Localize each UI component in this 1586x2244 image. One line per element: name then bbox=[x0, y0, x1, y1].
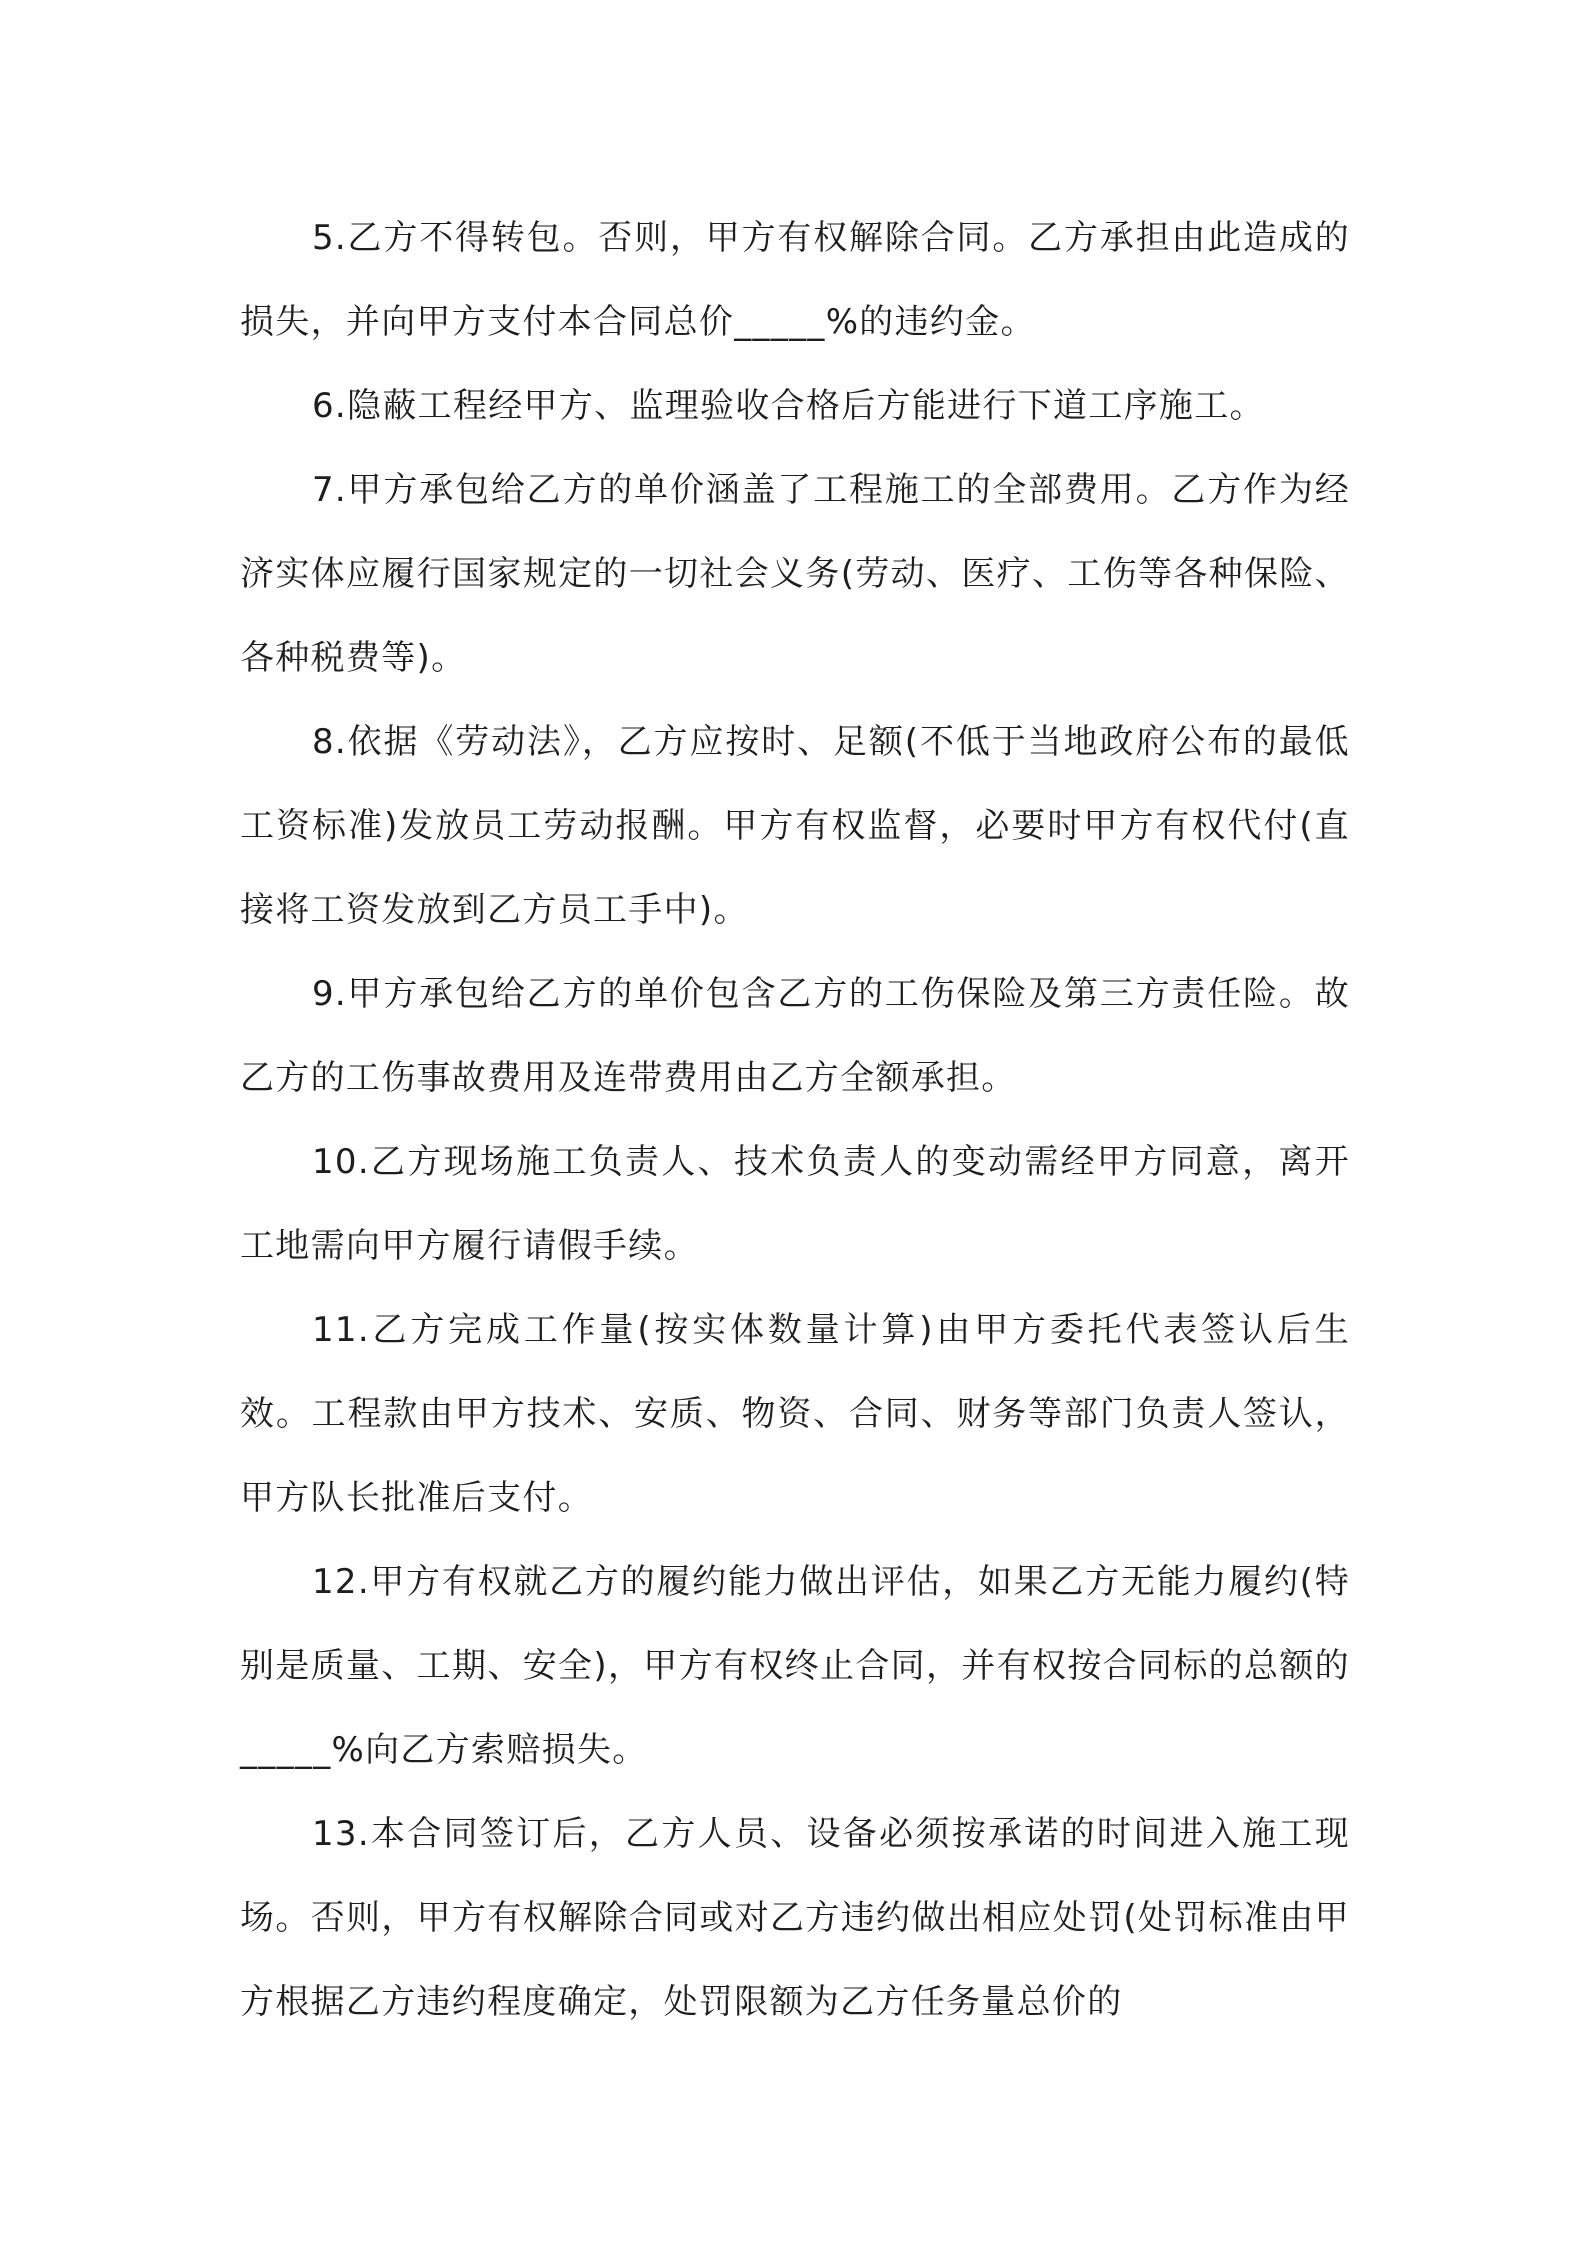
clause-10: 10.乙方现场施工负责人、技术负责人的变动需经甲方同意，离开工地需向甲方履行请假手续。 bbox=[240, 1142, 1350, 1266]
clause-8: 8.依据《劳动法》，乙方应按时、足额(不低于当地政府公布的最低工资标准)发放员工劳动报酬。甲方有权监督，必要时甲方有权代付(直接将工资发放到乙方员工手中)。 bbox=[240, 722, 1350, 930]
clause-5: 5.乙方不得转包。否则，甲方有权解除合同。乙方承担由此造成的损失，并向甲方支付本合同总价_____%的违约金。 bbox=[240, 218, 1350, 342]
document-body bbox=[240, 196, 1350, 2044]
clause-6: 6.隐蔽工程经甲方、监理验收合格后方能进行下道工序施工。 bbox=[312, 386, 1265, 426]
clause-7: 7.甲方承包给乙方的单价涵盖了工程施工的全部费用。乙方作为经济实体应履行国家规定的一切社会义务(劳动、医疗、工伤等各种保险、各种税费等)。 bbox=[240, 470, 1350, 678]
clause-11: 11.乙方完成工作量(按实体数量计算)由甲方委托代表签认后生效。工程款由甲方技术、安质、物资、合同、财务等部门负责人签认，甲方队长批准后支付。 bbox=[240, 1310, 1350, 1518]
clause-13: 13.本合同签订后，乙方人员、设备必须按承诺的时间进入施工现场。否则，甲方有权解除合同或对乙方违约做出相应处罚(处罚标准由甲方根据乙方违约程度确定，处罚限额为乙方任务量总价的 bbox=[240, 1814, 1350, 2022]
clause-12: 12.甲方有权就乙方的履约能力做出评估，如果乙方无能力履约(特别是质量、工期、安全)，甲方有权终止合同，并有权按合同标的总额的_____%向乙方索赔损失。 bbox=[240, 1562, 1350, 1770]
clause-9: 9.甲方承包给乙方的单价包含乙方的工伤保险及第三方责任险。故乙方的工伤事故费用及连带费用由乙方全额承担。 bbox=[240, 974, 1350, 1098]
